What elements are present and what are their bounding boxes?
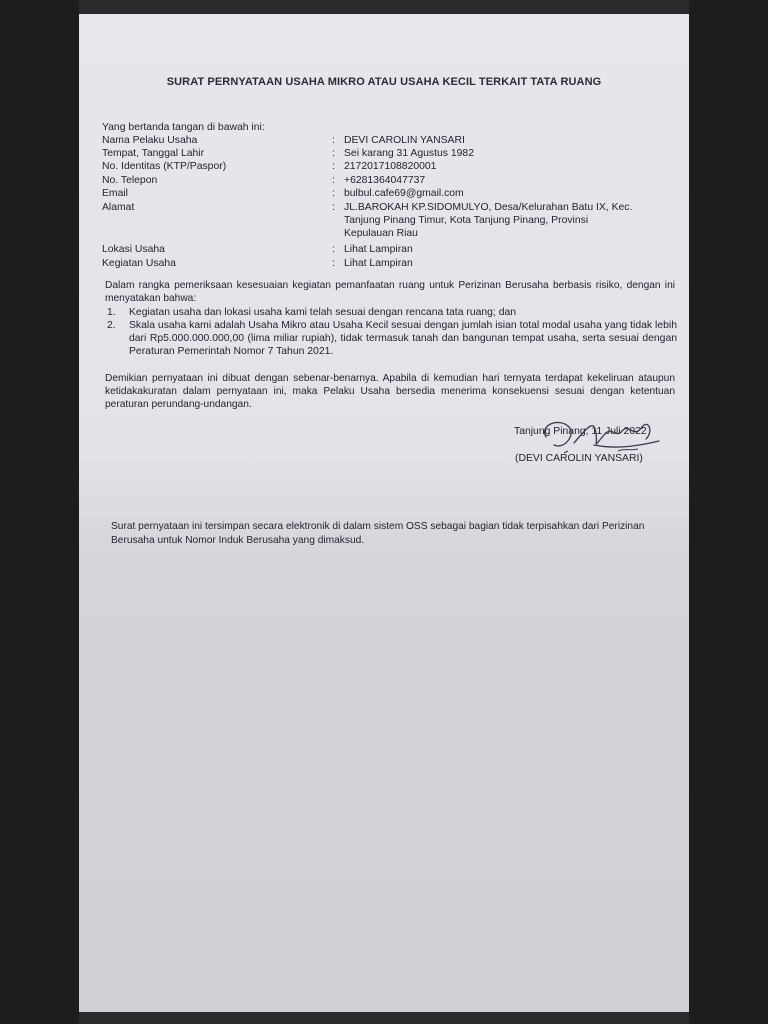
field-colon: :: [332, 175, 335, 186]
field-value-ttl: Sei karang 31 Agustus 1982: [344, 148, 474, 159]
oss-footer-note: Surat pernyataan ini tersimpan secara elektronik di dalam sistem OSS sebagai bagian tidak terpisahkan dari Perizinan Berusaha untuk Nomor Induk Berusaha yang dimaksud.: [111, 521, 645, 546]
photo-edge-bottom: [79, 1012, 689, 1024]
field-colon: :: [332, 258, 335, 269]
photo-edge-top: [79, 0, 689, 14]
field-label-identitas: No. Identitas (KTP/Paspor): [102, 161, 227, 172]
field-value-identitas: 2172017108820001: [344, 161, 437, 172]
list-item-1: Kegiatan usaha dan lokasi usaha kami telah sesuai dengan rencana tata ruang; dan: [129, 307, 517, 318]
field-label-telepon: No. Telepon: [102, 175, 158, 186]
field-label-ttl: Tempat, Tanggal Lahir: [102, 148, 205, 159]
document-page: [79, 0, 689, 1012]
field-colon: :: [332, 244, 335, 255]
list-item-2: Skala usaha kami adalah Usaha Mikro atau Usaha Kecil sesuai dengan jumlah isian total modal usaha yang tidak lebih dari Rp5.000.000.000,00 (lima miliar rupiah), tidak termasuk tanah dan bangunan tempat usaha, serta sesuai dengan Peraturan Pemerintah Nomor 7 Tahun 2021.: [129, 320, 677, 357]
field-label-email: Email: [102, 188, 128, 199]
signer-name: (DEVI CAROLIN YANSARI): [515, 453, 643, 464]
intro-text: Yang bertanda tangan di bawah ini:: [102, 122, 265, 133]
document-title: SURAT PERNYATAAN USAHA MIKRO ATAU USAHA KECIL TERKAIT TATA RUANG: [166, 76, 602, 88]
field-label-kegiatan: Kegiatan Usaha: [102, 258, 176, 269]
field-value-lokasi: Lihat Lampiran: [344, 244, 413, 255]
field-label-nama: Nama Pelaku Usaha: [102, 135, 198, 146]
field-value-alamat-line2: Tanjung Pinang Timur, Kota Tanjung Pinang, Provinsi: [344, 215, 589, 226]
field-value-kegiatan: Lihat Lampiran: [344, 258, 413, 269]
list-number: 1.: [107, 307, 116, 318]
field-value-nama: DEVI CAROLIN YANSARI: [344, 135, 465, 146]
field-label-alamat: Alamat: [102, 202, 135, 213]
paragraph-pemeriksaan: Dalam rangka pemeriksaan kesesuaian kegiatan pemanfaatan ruang untuk Perizinan Berusaha berbasis risiko, dengan ini menyatakan bahwa:: [105, 280, 675, 304]
field-value-email: bulbul.cafe69@gmail.com: [344, 188, 464, 199]
list-number: 2.: [107, 320, 116, 331]
field-colon: :: [332, 202, 335, 213]
field-value-alamat-line1: JL.BAROKAH KP.SIDOMULYO, Desa/Kelurahan Batu IX, Kec.: [344, 202, 633, 213]
field-colon: :: [332, 161, 335, 172]
paragraph-demikian: Demikian pernyataan ini dibuat dengan sebenar-benarnya. Apabila di kemudian hari ternyata terdapat kekeliruan ataupun ketidakakuratan dalam pernyataan ini, maka Pelaku Usaha bersedia menerima konsekuensi sesuai dengan ketentuan peraturan perundang-undangan.: [105, 373, 675, 410]
field-colon: :: [332, 188, 335, 199]
field-colon: :: [332, 148, 335, 159]
field-value-telepon: +6281364047737: [344, 175, 426, 186]
field-colon: :: [332, 135, 335, 146]
place-date: Tanjung Pinang, 11 Juli 2022: [514, 426, 647, 437]
field-label-lokasi: Lokasi Usaha: [102, 244, 165, 255]
field-value-alamat-line3: Kepulauan Riau: [344, 228, 418, 239]
